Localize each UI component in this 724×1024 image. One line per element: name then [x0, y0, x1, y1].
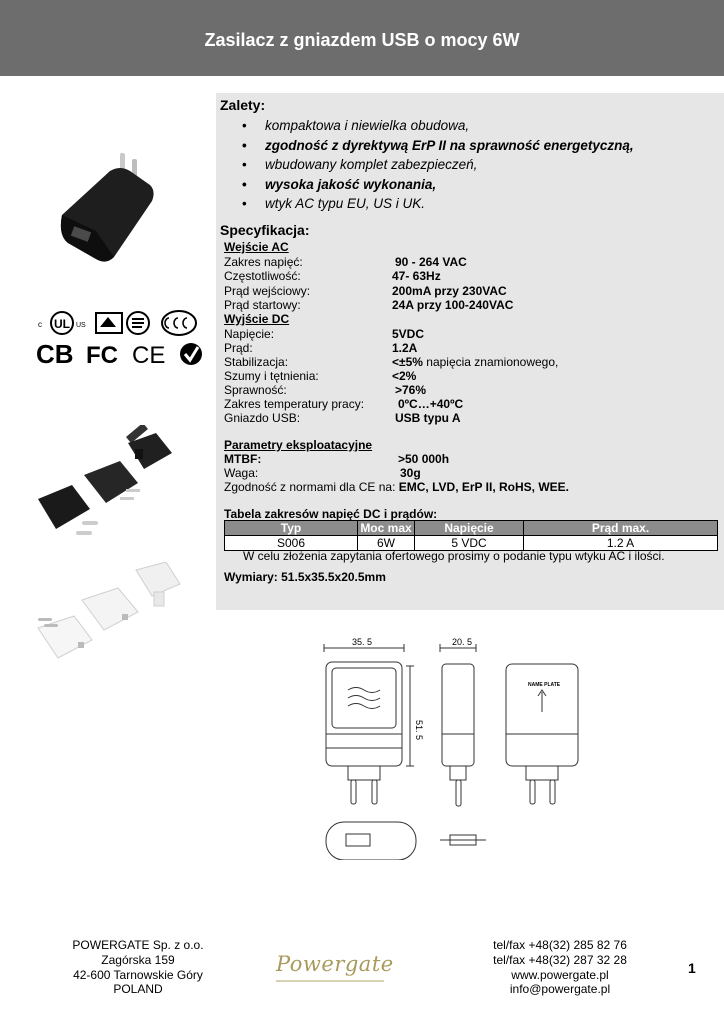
page-title: Zasilacz z gniazdem USB o mocy 6W — [204, 30, 520, 50]
spec-value: 1.2A — [392, 341, 418, 355]
company-address — [58, 938, 218, 997]
spec-value: 24A przy 100-240VAC — [392, 298, 514, 312]
fc-logo: FC — [86, 342, 118, 367]
footer-line: tel/fax +48(32) 287 32 28 — [493, 952, 627, 967]
ranges-table — [224, 520, 718, 551]
spec-value: 0ºC…+40ºC — [398, 397, 464, 411]
list-item: • wtyk AC typu EU, US i UK. — [240, 194, 634, 214]
ctick-logo — [180, 343, 202, 365]
side-pin — [456, 780, 461, 806]
spec-value: <2% — [392, 369, 417, 383]
back-view — [506, 664, 578, 766]
front-pin — [372, 780, 377, 804]
ops-header: Parametry eksploatacyjne — [224, 438, 373, 452]
mtbf-label: MTBF: — [224, 452, 262, 466]
spec-value: 200mA przy 230VAC — [392, 284, 507, 298]
spec-label: Prąd wejściowy: — [224, 284, 311, 298]
eu-pin — [76, 531, 92, 535]
dimensions-line: Wymiary: 51.5x35.5x20.5mm — [224, 570, 386, 584]
list-item: • wbudowany komplet zabezpieczeń, — [240, 155, 634, 175]
powergate-logo: Powergate — [276, 952, 394, 976]
usb-port — [122, 614, 128, 620]
header-bar — [0, 0, 724, 76]
table-cell: 5 VDC — [415, 536, 524, 551]
mtbf-value: >50 000h — [398, 452, 450, 466]
spec-label: Napięcie: — [224, 327, 275, 341]
footer-line: 42-600 Tarnowskie Góry — [73, 967, 203, 982]
charger-us — [84, 461, 138, 503]
eu-pin — [38, 618, 52, 621]
bottom-usb — [346, 834, 370, 846]
eu-pin — [44, 624, 58, 627]
technical-drawing — [300, 630, 600, 860]
cert-mark — [100, 317, 116, 327]
dc-output-header: Wyjście DC — [224, 312, 290, 326]
uk-pin — [154, 592, 164, 606]
front-pin — [351, 780, 356, 804]
cert-text: UL — [54, 317, 70, 331]
spec-value: >76% — [395, 383, 427, 397]
ce-logo: CE — [132, 342, 166, 367]
dim-depth-label: 20. 5 — [452, 637, 473, 647]
spec-label: Prąd: — [224, 341, 253, 355]
front-view — [326, 662, 402, 766]
usb-port — [78, 642, 84, 648]
table-header: Moc max — [358, 521, 415, 536]
weight-label: Waga: — [224, 466, 259, 480]
product-photo-white-set — [34, 562, 184, 662]
table-header: Prąd max. — [524, 521, 718, 536]
spec-value: USB typu A — [395, 411, 461, 425]
product-photo-black-set — [34, 425, 184, 550]
dim-width-label: 35. 5 — [352, 637, 373, 647]
spec-value: 5VDC — [392, 327, 425, 341]
list-item: • wysoka jakość wykonania, — [240, 175, 634, 195]
spec-label: Gniazdo USB: — [224, 411, 301, 425]
weight-value: 30g — [400, 466, 421, 480]
table-header-row — [225, 521, 718, 536]
eu-pin — [82, 521, 98, 525]
logo-underline — [276, 980, 384, 982]
spec-label: Stabilizacja: — [224, 355, 289, 369]
spec-value — [392, 355, 558, 369]
contact-info — [470, 938, 650, 997]
table-note: W celu złożenia zapytania ofertowego prosimy o podanie typu wtyku AC i ilości. — [243, 549, 665, 563]
spec-value-bold: <±5% — [392, 355, 423, 369]
us-pin — [120, 497, 134, 500]
back-pin — [530, 780, 535, 804]
cert-logos — [36, 305, 206, 367]
footer-line: POWERGATE Sp. z o.o. — [72, 938, 204, 952]
cert-text: c — [38, 320, 42, 329]
spec-label: Zakres napięć: — [224, 255, 303, 269]
spec-value-extra: napięcia znamionowego, — [422, 355, 559, 369]
bottom-view — [326, 822, 416, 860]
advantages-list — [240, 116, 634, 214]
table-cell: S006 — [225, 536, 358, 551]
spec-title: Specyfikacja: — [220, 222, 310, 238]
footer-line: info@powergate.pl — [509, 982, 611, 997]
norms-line — [224, 480, 569, 494]
dim-height-label: 51. 5 — [414, 720, 424, 741]
charger-eu-white — [38, 616, 92, 658]
back-neck — [526, 766, 558, 780]
footer-line: www.powergate.pl — [511, 967, 609, 982]
norms-label: Zgodność z normami dla CE na: — [224, 480, 399, 494]
footer-line: Zagórska 159 — [101, 952, 175, 967]
uk-pin — [135, 449, 143, 459]
table-header: Napięcie — [415, 521, 524, 536]
product-photo-black — [54, 145, 164, 270]
gs-mark — [132, 319, 144, 327]
footer-line: POLAND — [113, 982, 163, 997]
cert-text: US — [76, 322, 86, 329]
side-neck — [450, 766, 466, 780]
front-neck — [348, 766, 380, 780]
cb-logo: CB — [36, 339, 74, 367]
table-cell: 6W — [358, 536, 415, 551]
spec-label: Sprawność: — [224, 383, 287, 397]
spec-value: 47- 63Hz — [392, 269, 441, 283]
ccc-mark — [165, 318, 187, 328]
spec-label: Szumy i tętnienia: — [224, 369, 319, 383]
spec-label: Prąd startowy: — [224, 298, 301, 312]
name-plate-label: NAME PLATE — [528, 682, 561, 688]
table-header: Typ — [225, 521, 358, 536]
page-number: 1 — [688, 960, 696, 976]
advantages-title: Zalety: — [220, 97, 266, 113]
side-view — [442, 664, 474, 766]
ccc-logo — [162, 311, 196, 335]
ac-input-header: Wejście AC — [224, 240, 289, 254]
charger-us-white — [82, 588, 138, 630]
footer-line: tel/fax +48(32) 285 82 76 — [493, 938, 627, 952]
spec-value: 90 - 264 VAC — [395, 255, 467, 269]
list-item: • kompaktowa i niewielka obudowa, — [240, 116, 634, 136]
list-item: • zgodność z dyrektywą ErP II na sprawność energetyczną, — [240, 136, 634, 156]
us-pin — [126, 489, 140, 492]
spec-label: Zakres temperatury pracy: — [224, 397, 365, 411]
front-waves — [348, 688, 380, 709]
ranges-table-title: Tabela zakresów napięć DC i prądów: — [224, 507, 438, 521]
table-cell: 1.2 A — [524, 536, 718, 551]
charger-uk-white — [136, 562, 180, 596]
back-pin — [550, 780, 555, 804]
norms-value: EMC, LVD, ErP II, RoHS, WEE. — [398, 480, 569, 494]
spec-label: Częstotliwość: — [224, 269, 301, 283]
